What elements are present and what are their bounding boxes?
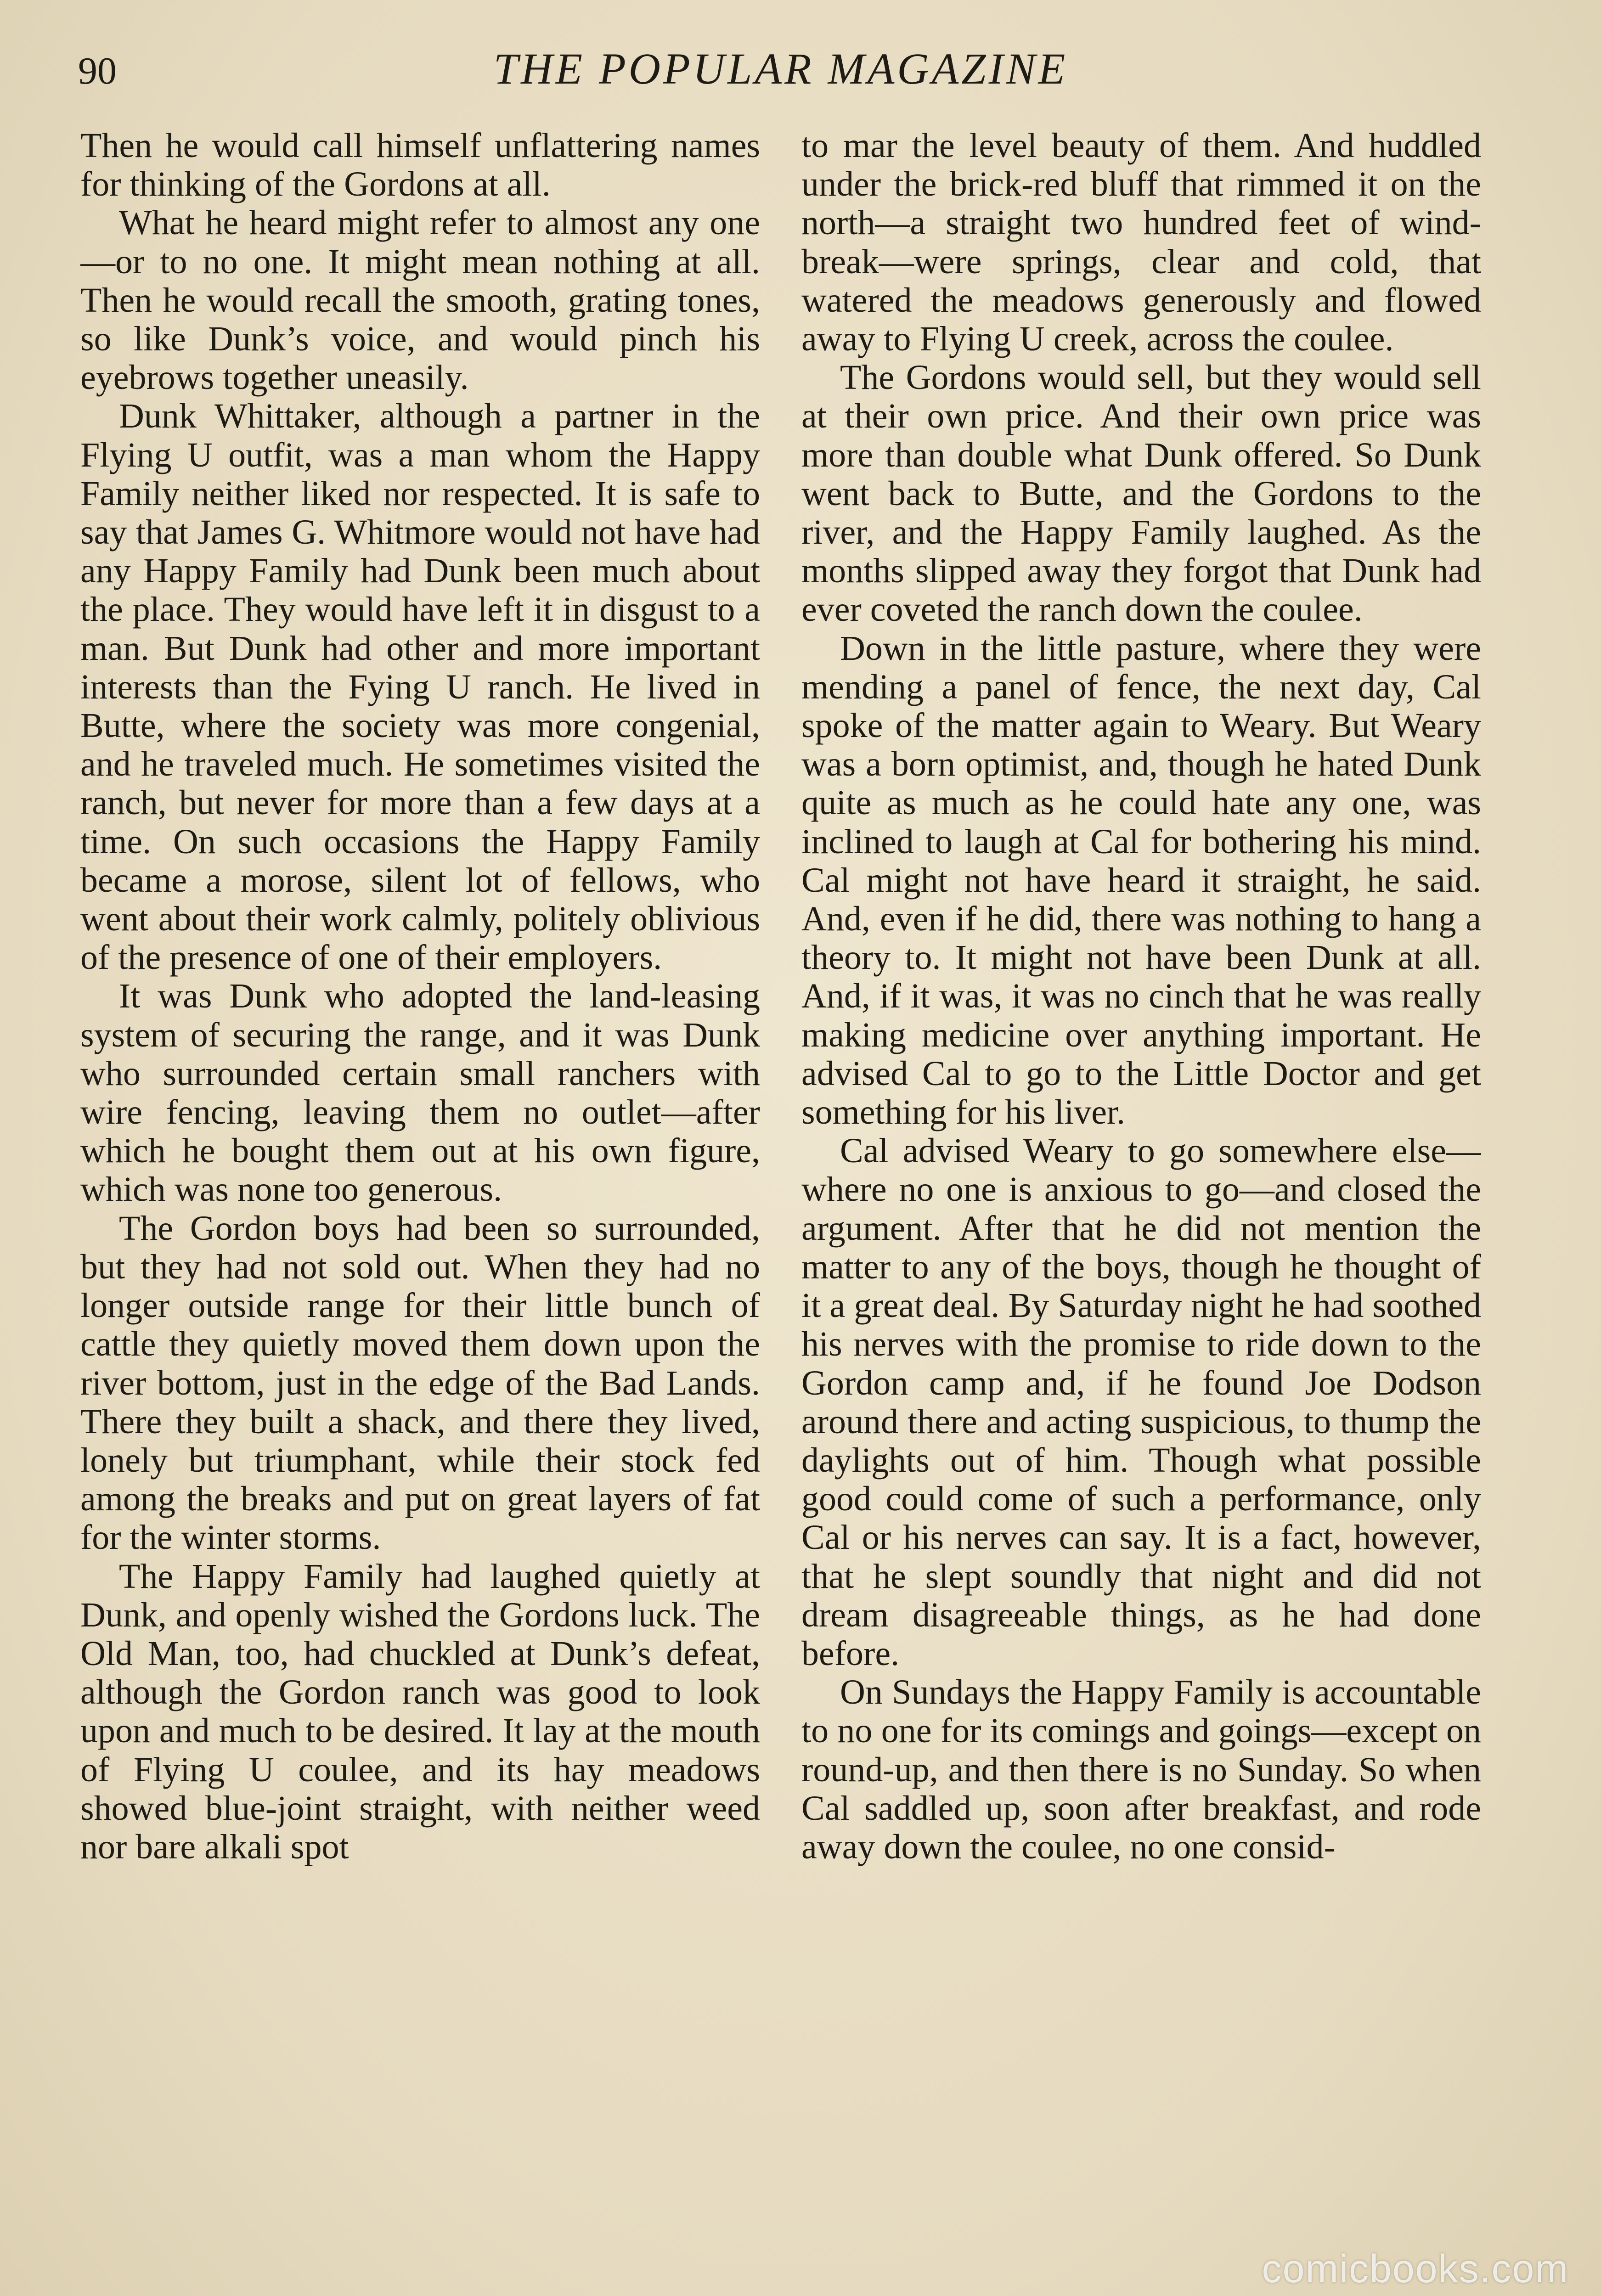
paragraph: to mar the level beauty of them. And huddled under the brick-red bluff that rimmed it on the north—a straight two hundred feet of wind-break—were springs, clear and cold, that watered the meadows generously and flowed away to Flying U creek, across the coulee. [801,126,1481,359]
watermark: comicbooks.com [1262,2247,1569,2291]
paragraph: The Gordon boys had been so surrounded, but they had not sold out. When they had no longer outside range for their little bunch of cattle they quietly moved them down upon the river bottom, just in the edge of the Bad Lands. There they built a shack, and there they lived, lonely but triumphant, while their stock fed among the breaks and put on great layers of fat for the winter storms. [80,1209,760,1557]
right-column [801,126,1481,2275]
paragraph: On Sundays the Happy Family is accountable to no one for its comings and goings—except on round-up, and then there is no Sunday. So when Cal saddled up, soon after breakfast, and rode away down the coulee, no one consid- [801,1673,1481,1866]
page-number: 90 [78,50,117,92]
left-column [80,126,760,2275]
paragraph: Then he would call himself unflattering names for thinking of the Gordons at all. [80,126,760,204]
paragraph: What he heard might refer to almost any one—or to no one. It might mean nothing at all. Then he would recall the smooth, grating tones, so like Dunk’s voice, and would pinch his eyebrows together uneasily. [80,203,760,397]
paragraph: Down in the little pasture, where they were mending a panel of fence, the next day, Cal spoke of the matter again to Weary. But Weary was a born optimist, and, though he hated Dunk quite as much as he could hate any one, was inclined to laugh at Cal for bothering his mind. Cal might not have heard it straight, he said. And, even if he did, there was nothing to hang a theory to. It might not have been Dunk at all. And, if it was, it was no cinch that he was really making medicine over anything important. He advised Cal to go to the Little Doctor and get something for his liver. [801,629,1481,1132]
running-title: THE POPULAR MAGAZINE [493,44,1068,93]
page-header [78,44,1483,103]
paragraph: The Gordons would sell, but they would sell at their own price. And their own price was more than double what Dunk offered. So Dunk went back to Butte, and the Gordons to the river, and the Happy Family laughed. As the months slipped away they forgot that Dunk had ever coveted the ranch down the coulee. [801,358,1481,629]
paragraph: The Happy Family had laughed quietly at Dunk, and openly wished the Gordons luck. The Old Man, too, had chuckled at Dunk’s defeat, although the Gordon ranch was good to look upon and much to be desired. It lay at the mouth of Flying U coulee, and its hay meadows showed blue-joint straight, with neither weed nor bare alkali spot [80,1557,760,1866]
paragraph: It was Dunk who adopted the land-leasing system of securing the range, and it was Dunk who surrounded certain small ranchers with wire fencing, leaving them no outlet—after which he bought them out at his own figure, which was none too generous. [80,977,760,1209]
paragraph: Dunk Whittaker, although a partner in the Flying U outfit, was a man whom the Happy Family neither liked nor respected. It is safe to say that James G. Whitmore would not have had any Happy Family had Dunk been much about the place. They would have left it in disgust to a man. But Dunk had other and more important interests than the Fying U ranch. He lived in Butte, where the society was more congenial, and he traveled much. He sometimes visited the ranch, but never for more than a few days at a time. On such occasions the Happy Family became a morose, silent lot of fellows, who went about their work calmly, politely oblivious of the presence of one of their employers. [80,397,760,977]
paragraph: Cal advised Weary to go somewhere else—where no one is anxious to go—and closed the argument. After that he did not mention the matter to any of the boys, though he thought of it a great deal. By Saturday night he had soothed his nerves with the promise to ride down to the Gordon camp and, if he found Joe Dodson around there and acting suspicious, to thump the daylights out of him. Though what possible good could come of such a performance, only Cal or his nerves can say. It is a fact, however, that he slept soundly that night and did not dream disagreeable things, as he had done before. [801,1131,1481,1673]
